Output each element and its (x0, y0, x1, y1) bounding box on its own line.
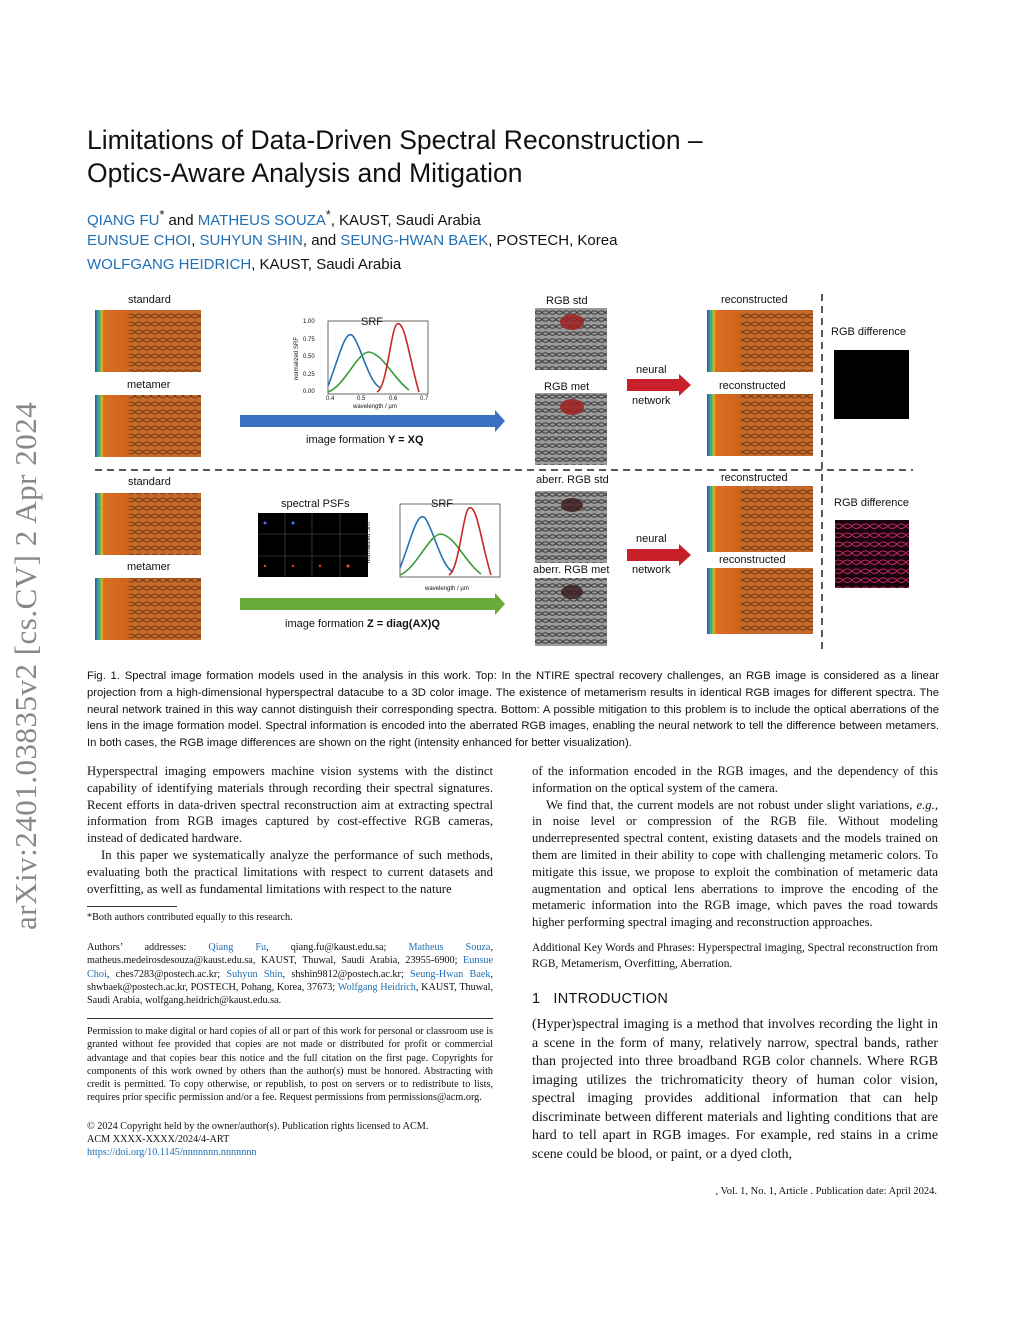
label-standard-top: standard (128, 294, 171, 306)
cube-metamer-bottom (95, 578, 201, 640)
formation-eq-top: Y = XQ (387, 434, 424, 446)
img-rgb-difference-top (834, 350, 909, 419)
paragraph: Hyperspectral imaging empowers machine vision systems with the distinct capability of identifying materials through recording their spectral signatures. Recent efforts in data-driven spectral reconstruction aim at extracting spectral information from RGB images captured by cost-effective RGB cameras, instead of dedicated hardware. (87, 764, 493, 846)
srf-xtick: 0.6 (389, 396, 398, 402)
arrow-neural-bottom (627, 544, 691, 566)
label-standard-bottom: standard (128, 476, 171, 488)
cube-standard-top (95, 310, 201, 372)
label-network-bottom: network (632, 564, 671, 576)
address-name-link[interactable]: Matheus Souza (408, 942, 491, 953)
label-srf-top: SRF (361, 316, 383, 328)
srf-ytick: 0.25 (303, 372, 315, 378)
label-reconstructed-4: reconstructed (719, 554, 786, 566)
footnote-rule (87, 906, 177, 907)
cube-reconstructed-3 (707, 486, 813, 552)
author-link[interactable]: QIANG FU (87, 212, 160, 229)
author-mark: * (159, 208, 165, 222)
addresses-label: Authors’ addresses: (87, 942, 209, 953)
figure-graphics (87, 288, 937, 658)
acm-ref: ACM XXXX-XXXX/2024/4-ART (87, 1134, 230, 1145)
cube-standard-bottom (95, 493, 201, 555)
label-network-top: network (632, 395, 671, 407)
label-neural-bottom: neural (636, 533, 667, 545)
paper-title (87, 124, 703, 190)
spectral-psfs-grid (258, 513, 368, 577)
address-name-link[interactable]: Wolfgang Heidrich (337, 981, 416, 993)
label-metamer-top: metamer (127, 379, 171, 391)
formation-eq-bottom: Z = diag(AX)Q (366, 618, 440, 630)
address-name-link[interactable]: Qiang Fu (208, 942, 267, 953)
srf-ytick: 0.00 (303, 389, 315, 395)
section-heading (532, 991, 668, 1007)
cube-reconstructed-4 (707, 568, 813, 634)
label-aberr-rgb-met: aberr. RGB met (533, 564, 610, 576)
keywords: Additional Key Words and Phrases: Hyperspectral imaging, Spectral reconstruction from RGB, Metamerism, Overfitting, Aberration. (532, 942, 938, 971)
srf-ytick: 0.50 (303, 354, 315, 360)
srf-plot-bottom (400, 504, 500, 577)
cube-reconstructed-1 (707, 310, 813, 372)
paragraph: of the information encoded in the RGB images, and the dependency of this information on the optical system of the camera. (532, 764, 938, 795)
author-link[interactable]: SEUNG-HWAN BAEK (340, 232, 489, 249)
author-line-3 (87, 256, 401, 273)
img-rgb-difference-bottom (835, 520, 909, 588)
srf-ytick: 0.75 (303, 337, 315, 343)
arrow-neural-top (627, 374, 691, 396)
address-text: , qiang.fu@kaust.edu.sa; (266, 942, 409, 953)
srf-ylabel-bottom: normalized SRF (366, 519, 372, 563)
label-rgb-difference-bottom: RGB difference (834, 497, 910, 509)
paragraph: We find that, the current models are not robust under slight variations, e.g., in noise level or compression of the RGB file. Without modeling underrepresented spectral content, existing datasets and the models trained on them are limited in their ability to cope with challenging metameric colors. To mitigate this issue, we propose to exploit the combination of metameric data augmentation and optical lens aberrations to improve the encoding of the metameric information into the RGB image, which paves the road towards higher performing spectral imaging and reconstruction approaches. (532, 797, 938, 930)
footnote: *Both authors contributed equally to this research. (87, 912, 293, 923)
address-text: , ches7283@postech.ac.kr; (106, 968, 227, 980)
stain-aberr-met (561, 585, 583, 599)
srf-xlabel-bottom: wavelength / µm (425, 586, 469, 592)
section-number: 1 (532, 991, 541, 1007)
label-aberr-rgb-std: aberr. RGB std (536, 474, 609, 486)
author-sep: and (164, 212, 198, 229)
cube-metamer-top (95, 395, 201, 457)
stain-rgb-std (560, 314, 584, 330)
arrow-formation-bottom (240, 593, 505, 615)
author-affiliation: , KAUST, Saudi Arabia (330, 212, 481, 229)
author-affiliation: , POSTECH, Korea (488, 232, 618, 249)
label-srf-bottom: SRF (431, 498, 453, 510)
label-rgb-met: RGB met (544, 381, 590, 393)
srf-ytick: 1.00 (303, 319, 315, 325)
srf-plot-top (328, 321, 428, 394)
left-column (87, 763, 493, 897)
address-text: , shwbaek@postech.ac.kr, POSTECH, Pohang, Korea, 37673; (87, 968, 494, 993)
address-name-link[interactable]: Suhyun Shin (226, 968, 283, 980)
author-link[interactable]: WOLFGANG HEIDRICH (87, 256, 252, 273)
copyright: © 2024 Copyright held by the owner/author(s). Publication rights licensed to ACM. (87, 1121, 429, 1132)
srf-xtick: 0.7 (420, 396, 429, 402)
author-link[interactable]: SUHYUN SHIN (199, 232, 303, 249)
label-reconstructed-2: reconstructed (719, 380, 786, 392)
address-text: , shshin9812@postech.ac.kr; (282, 968, 411, 980)
intro-paragraph: (Hyper)spectral imaging is a method that involves recording the light in a scene in the form of many, relatively narrow, spectral bands, rather than projected into three broadband RGB color channels. Where RGB imaging utilizes the trichromaticity theory of human color vision, spectral imaging provides additional information that can help discriminate between different materials and lighting conditions that are hard to tell apart in RGB images. For example, red stains in a crime scene could be blood, or paint, or a dyed cloth, (532, 1017, 938, 1162)
author-sep: , (191, 232, 200, 249)
label-reconstructed-3: reconstructed (721, 472, 788, 484)
figure-1 (87, 288, 937, 658)
srf-xtick: 0.4 (326, 396, 335, 402)
title-line-2: Optics-Aware Analysis and Mitigation (87, 158, 523, 188)
arrow-formation-top (240, 410, 505, 432)
address-text: , matheus.medeirosdesouza@kaust.edu.sa, KAUST, Thuwal, Saudi Arabia, 23955-6900; (87, 942, 494, 967)
author-link[interactable]: EUNSUE CHOI (87, 232, 192, 249)
author-line-1 (87, 208, 481, 229)
srf-xlabel-top: wavelength / µm (353, 404, 397, 410)
permission-rule (87, 1018, 493, 1019)
title-line-1: Limitations of Data-Driven Spectral Reconstruction – (87, 125, 703, 155)
stain-aberr-std (561, 498, 583, 512)
label-rgb-difference-top: RGB difference (831, 326, 907, 338)
author-link[interactable]: MATHEUS SOUZA (197, 212, 326, 229)
address-name-link[interactable]: Eunsue Choi (87, 955, 493, 980)
address-text: , KAUST, Thuwal, Saudi Arabia, wolfgang.heidrich@kaust.edu.sa. (87, 981, 493, 1007)
right-column (532, 763, 938, 931)
author-affiliation: , KAUST, Saudi Arabia (251, 256, 402, 273)
author-mark: * (325, 208, 331, 222)
cube-reconstructed-2 (707, 394, 813, 456)
label-formation-top: image formation Y = XQ (306, 434, 424, 446)
permission-notice: Permission to make digital or hard copies of all or part of this work for personal or classroom use is granted without fee provided that copies are not made or distributed for profit or commercial advantage and that copies bear this notice and the full citation on the first page. Copyrights for components of this work owned by others than the author(s) must be honored. Abstracting with credit is permitted. To copy otherwise, or republish, to post on servers or to redistribute to lists, requires prior specific permission and/or a fee. Request permissions from permissions@acm.org. (87, 1026, 493, 1104)
srf-ylabel-top: normalized SRF (294, 336, 300, 380)
label-metamer-bottom: metamer (127, 561, 171, 573)
paragraph: In this paper we systematically analyze the performance of such methods, evaluating both the practical limitations with respect to current datasets and overfitting, as well as fundamental limitations with respect to the nature (87, 847, 493, 896)
label-reconstructed-1: reconstructed (721, 294, 788, 306)
arxiv-id: arXiv:2401.03835v2 [cs.CV] 2 Apr 2024 (8, 401, 43, 930)
label-neural-top: neural (636, 364, 667, 376)
stain-rgb-met (560, 399, 584, 415)
doi-link[interactable]: https://doi.org/10.1145/nnnnnnn.nnnnnnn (87, 1147, 257, 1158)
srf-xtick: 0.5 (357, 396, 366, 402)
author-line-2 (87, 232, 617, 249)
authors-addresses (87, 941, 493, 1007)
section-title: INTRODUCTION (553, 991, 669, 1007)
author-sep: , and (302, 232, 341, 249)
label-spectral-psfs: spectral PSFs (281, 498, 350, 510)
figure-caption: Fig. 1. Spectral image formation models used in the analysis in this work. Top: In the NTIRE spectral recovery challenges, an RGB image is considered as a linear projection from a high-dimensional hyperspectral datacube to a 3D color image. The existence of metamerism results in identical RGB images for different spectra. The neural network trained in this way cannot distinguish their corresponding spectra. Bottom: A possible mitigation to this problem is to include the optical aberrations of the lens in the image formation model. Spectral information is encoded into the aberrated RGB images, enabling the neural network to tell the difference between metamers. In both cases, the RGB image differences are shown on the right (intensity enhanced for better visualization). (87, 670, 939, 750)
label-formation-bottom: image formation Z = diag(AX)Q (285, 618, 440, 630)
address-name-link[interactable]: Seung-Hwan Baek (410, 968, 491, 980)
label-rgb-std: RGB std (546, 295, 588, 307)
page-footer: , Vol. 1, No. 1, Article . Publication date: April 2024. (715, 1186, 937, 1197)
